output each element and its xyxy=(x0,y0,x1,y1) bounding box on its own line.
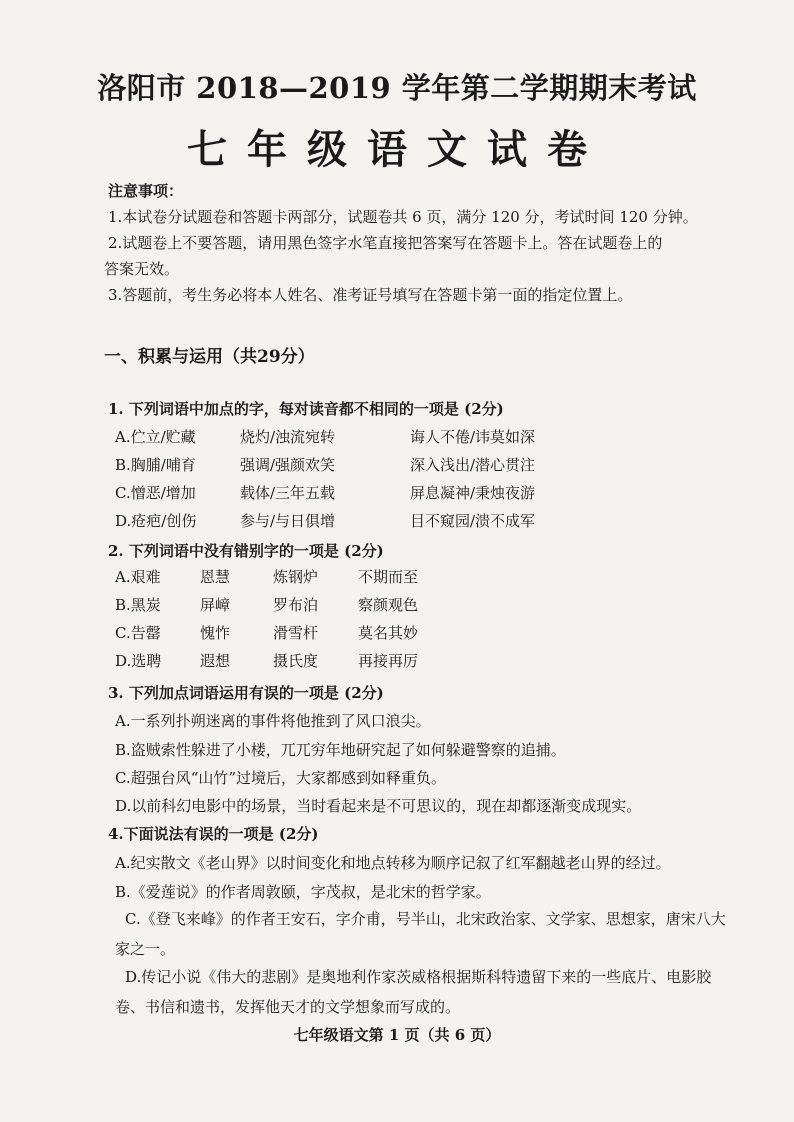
option-cell: 再接再厉 xyxy=(358,652,419,670)
question-3-option: D.以前科幻电影中的场景，当时看起来是不可思议的，现在却都逐渐变成现实。 xyxy=(115,797,642,815)
option-row xyxy=(115,454,610,482)
question-1-options xyxy=(115,426,610,538)
option-cell: 罗布泊 xyxy=(273,596,319,614)
option-cell: B.胸脯/哺育 xyxy=(115,456,196,474)
notice-item: 2.试题卷上不要答题，请用黑色签字水笔直接把答案写在答题卡上。答在试题卷上的 xyxy=(108,234,663,252)
option-row xyxy=(115,622,488,650)
option-cell: 察颜观色 xyxy=(358,596,419,614)
question-4-option: A.纪实散文《老山界》以时间变化和地点转移为顺序记叙了红军翻越老山界的经过。 xyxy=(115,854,671,872)
notice-item: 3.答题前，考生务必将本人姓名、准考证号填写在答题卡第一面的指定位置上。 xyxy=(108,286,633,304)
exam-title: 洛阳市 2018—2019 学年第二学期期末考试 xyxy=(97,71,697,105)
option-cell: 屏息凝神/秉烛夜游 xyxy=(410,484,536,502)
option-row xyxy=(115,594,488,622)
option-cell: A.伫立/贮藏 xyxy=(115,428,196,446)
notice-block xyxy=(104,178,748,308)
option-cell: 摄氏度 xyxy=(273,652,319,670)
option-cell: 滑雪杆 xyxy=(273,624,319,642)
option-cell: 深入浅出/潜心贯注 xyxy=(410,456,536,474)
option-cell: 强调/强颜欢笑 xyxy=(240,456,336,474)
option-cell: 屏嶂 xyxy=(200,596,231,614)
option-cell: 遐想 xyxy=(200,652,231,670)
question-3-option: A.一系列扑朔迷离的事件将他推到了风口浪尖。 xyxy=(115,712,431,730)
option-row xyxy=(115,650,488,678)
option-cell: C.告罄 xyxy=(115,624,161,642)
option-row xyxy=(115,566,488,594)
notice-item: 答案无效。 xyxy=(104,260,180,278)
exam-subtitle: 七年级语文试卷 xyxy=(187,126,607,173)
question-2-stem: 2. 下列词语中没有错别字的一项是 (2分) xyxy=(108,542,384,560)
option-cell: 莫名其妙 xyxy=(358,624,419,642)
page-footer: 七年级语文第 1 页（共 6 页） xyxy=(293,1026,501,1044)
notice-heading: 注意事项： xyxy=(108,182,184,200)
question-4-option-d: D.传记小说《伟大的悲剧》是奥地利作家茨威格根据斯科特遗留下来的一些底片、电影胶卷、书信和遗书，发挥他天才的文学想象而写成的。 xyxy=(115,968,712,1016)
option-cell: B.黑炭 xyxy=(115,596,161,614)
question-2-options xyxy=(115,566,488,678)
option-cell: 目不窥园/溃不成军 xyxy=(410,512,536,530)
option-row xyxy=(115,426,610,454)
option-cell: 炼钢炉 xyxy=(273,568,319,586)
question-4-option-c: C.《登飞来峰》的作者王安石，字介甫，号半山，北宋政治家、文学家、思想家，唐宋八大家之一。 xyxy=(115,910,726,958)
question-3-option: C.超强台风“山竹”过境后，大家都感到如释重负。 xyxy=(115,769,447,787)
question-4-stem: 4.下面说法有误的一项是 (2分) xyxy=(108,825,319,843)
option-cell: D.疮疤/创伤 xyxy=(115,512,197,530)
option-row xyxy=(115,510,610,538)
option-cell: 诲人不倦/讳莫如深 xyxy=(410,428,536,446)
option-cell: 不期而至 xyxy=(358,568,419,586)
notice-item: 1.本试卷分试题卷和答题卡两部分，试题卷共 6 页，满分 120 分，考试时间 120 分钟。 xyxy=(108,208,698,226)
option-cell: A.艰难 xyxy=(115,568,161,586)
question-3-stem: 3. 下列加点词语运用有误的一项是 (2分) xyxy=(108,684,384,702)
option-cell: C.憎恶/增加 xyxy=(115,484,196,502)
question-4-option: B.《爱莲说》的作者周敦颐，字茂叔，是北宋的哲学家。 xyxy=(115,883,491,901)
option-cell: D.选聘 xyxy=(115,652,162,670)
section-heading: 一、积累与运用（共29分） xyxy=(104,347,315,367)
option-row xyxy=(115,482,610,510)
question-3-option: B.盗贼索性躲进了小楼，兀兀穷年地研究起了如何躲避警察的追捕。 xyxy=(115,741,566,759)
option-cell: 载体/三年五载 xyxy=(240,484,336,502)
option-cell: 恩慧 xyxy=(200,568,231,586)
option-cell: 参与/与日俱增 xyxy=(240,512,336,530)
question-1-stem: 1. 下列词语中加点的字，每对读音都不相同的一项是 (2分) xyxy=(108,400,504,418)
option-cell: 烧灼/浊流宛转 xyxy=(240,428,336,446)
option-cell: 愧怍 xyxy=(200,624,231,642)
